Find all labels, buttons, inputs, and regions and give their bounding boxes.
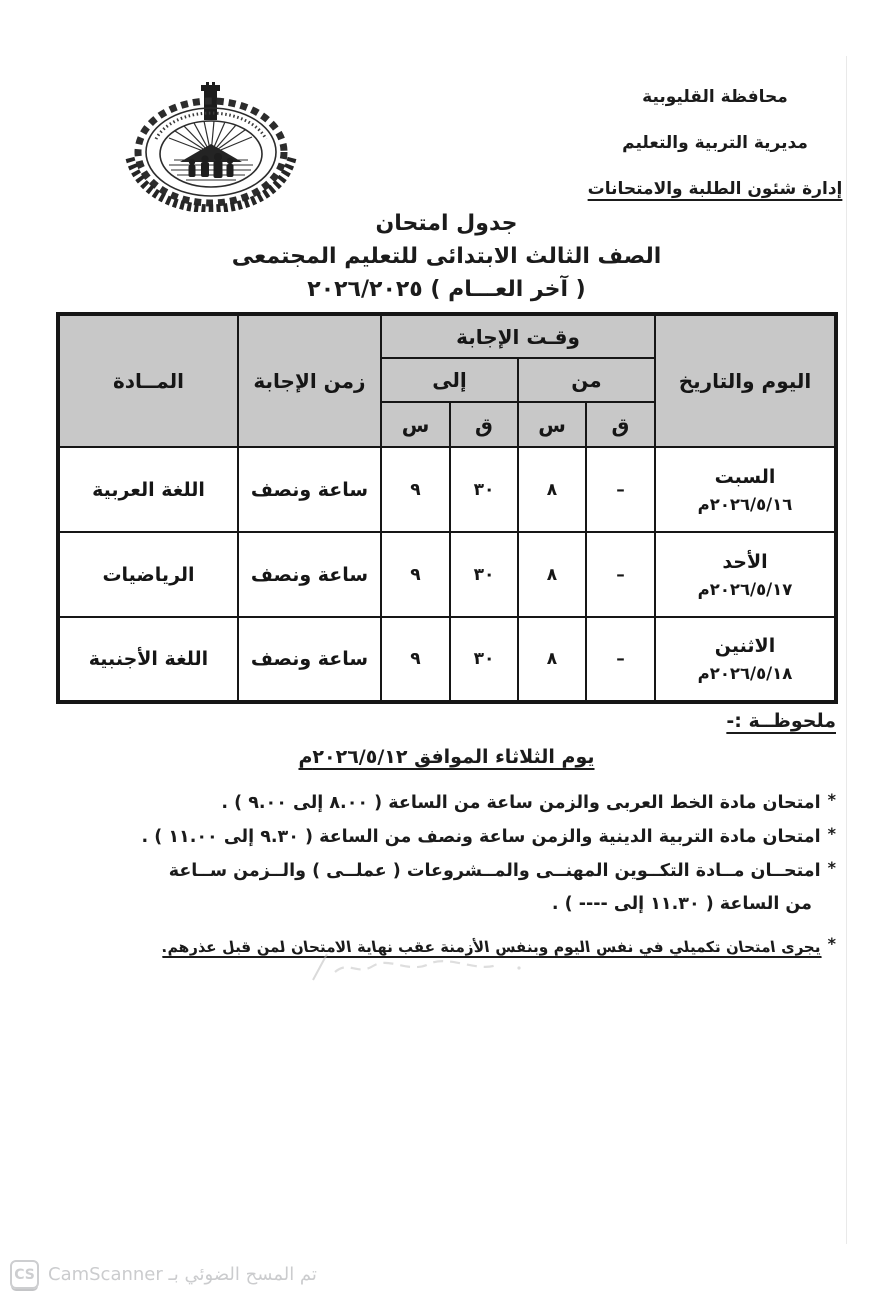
duration-cell: ساعة ونصف — [238, 532, 381, 617]
note-bullet-1-text: امتحان مادة الخط العربى والزمن ساعة من الساعة ( ٨.٠٠ إلى ٩.٠٠ ) . — [221, 793, 821, 813]
camscanner-watermark-text: تم المسح الضوئي بـ CamScanner — [48, 1264, 317, 1285]
logo-emblem-graphic — [122, 82, 300, 212]
note-bullet-3-text-line1: امتحــان مــادة التكــوين المهنــى والمــشروعات ( عملــى ) والــزمن ســاعة — [168, 861, 821, 881]
col-header-to-minutes: ق — [450, 402, 518, 447]
grade-title: الصف الثالث الابتدائى للتعليم المجتمعى — [231, 244, 662, 269]
col-header-answer-time: وقـت الإجابة — [381, 314, 655, 358]
to-minutes-cell: ٣٠ — [450, 617, 518, 702]
day-name: السبت — [714, 465, 776, 488]
col-header-from: من — [518, 358, 655, 402]
day-date: ٢٠٢٦/٥/١٨م — [697, 664, 793, 683]
to-hours-cell: ٩ — [381, 617, 450, 702]
day-name: الأحد — [722, 550, 768, 573]
to-minutes-cell: ٣٠ — [450, 532, 518, 617]
term-year-title: ( آخر العـــام ) ٢٠٢٦/٢٠٢٥ — [307, 277, 586, 302]
note-bullet-3-text-line2: من الساعة ( ١١.٣٠ إلى ---- ) . — [551, 894, 812, 914]
col-header-to-hours: س — [381, 402, 450, 447]
subject-cell: اللغة العربية — [58, 447, 238, 532]
note-bullet-2 — [45, 820, 836, 854]
faint-signature-mark — [283, 950, 563, 990]
from-hours-cell: ٨ — [518, 532, 586, 617]
table-row-monday — [58, 617, 836, 702]
document-title-block — [0, 207, 893, 306]
to-hours-cell: ٩ — [381, 532, 450, 617]
from-hours-cell: ٨ — [518, 617, 586, 702]
camscanner-badge-icon: CS — [10, 1260, 39, 1289]
col-header-from-hours: س — [518, 402, 586, 447]
subject-cell: الرياضيات — [58, 532, 238, 617]
bullet-asterisk: * — [827, 824, 836, 843]
notes-heading: ملحوظــة :- — [726, 710, 836, 732]
table-row-sunday — [58, 532, 836, 617]
bullet-asterisk: * — [827, 858, 836, 877]
day-date-cell — [655, 532, 836, 617]
letterhead-org-block — [575, 74, 855, 212]
duration-cell: ساعة ونصف — [238, 447, 381, 532]
day-name: الاثنين — [714, 635, 776, 657]
from-hours-cell: ٨ — [518, 447, 586, 532]
page-title: جدول امتحان — [375, 211, 518, 236]
notes-subheading: يوم الثلاثاء الموافق ٢٠٢٦/٥/١٢م — [298, 746, 595, 768]
final-note-text: يجرى امتحان تكميلي في نفس اليوم وبنفس الأزمنة عقب نهاية الامتحان لمن قبل عذرهم. — [160, 938, 822, 956]
bullet-asterisk: * — [827, 790, 836, 809]
col-header-subject: المــادة — [58, 314, 238, 447]
note-bullet-1 — [45, 786, 836, 820]
from-minutes-cell: – — [586, 617, 655, 702]
education-directorate-logo — [122, 82, 300, 212]
col-header-from-minutes: ق — [586, 402, 655, 447]
day-date: ٢٠٢٦/٥/١٦م — [697, 494, 793, 514]
from-minutes-cell: – — [586, 447, 655, 532]
subject-cell: اللغة الأجنبية — [58, 617, 238, 702]
from-minutes-cell: – — [586, 532, 655, 617]
administration-name: إدارة شئون الطلبة والامتحانات — [587, 179, 843, 199]
to-hours-cell: ٩ — [381, 447, 450, 532]
note-bullet-2-text: امتحان مادة التربية الدينية والزمن ساعة ونصف من الساعة ( ٩.٣٠ إلى ١١.٠٠ ) . — [141, 827, 821, 847]
day-date-cell — [655, 617, 836, 702]
notes-list — [45, 786, 836, 964]
day-date-cell — [655, 447, 836, 532]
duration-cell: ساعة ونصف — [238, 617, 381, 702]
col-header-to: إلى — [381, 358, 518, 402]
day-date: ٢٠٢٦/٥/١٧م — [697, 579, 793, 599]
exam-schedule-table — [56, 312, 838, 704]
directorate-name: مديرية التربية والتعليم — [622, 133, 808, 153]
camscanner-footer — [10, 1260, 317, 1289]
governorate-name: محافظة القليوبية — [642, 87, 788, 107]
note-bullet-3 — [45, 854, 836, 921]
bullet-asterisk: * — [827, 934, 836, 953]
to-minutes-cell: ٣٠ — [450, 447, 518, 532]
col-header-day-date: اليوم والتاريخ — [655, 314, 836, 447]
table-row-saturday — [58, 447, 836, 532]
col-header-duration: زمن الإجابة — [238, 314, 381, 447]
